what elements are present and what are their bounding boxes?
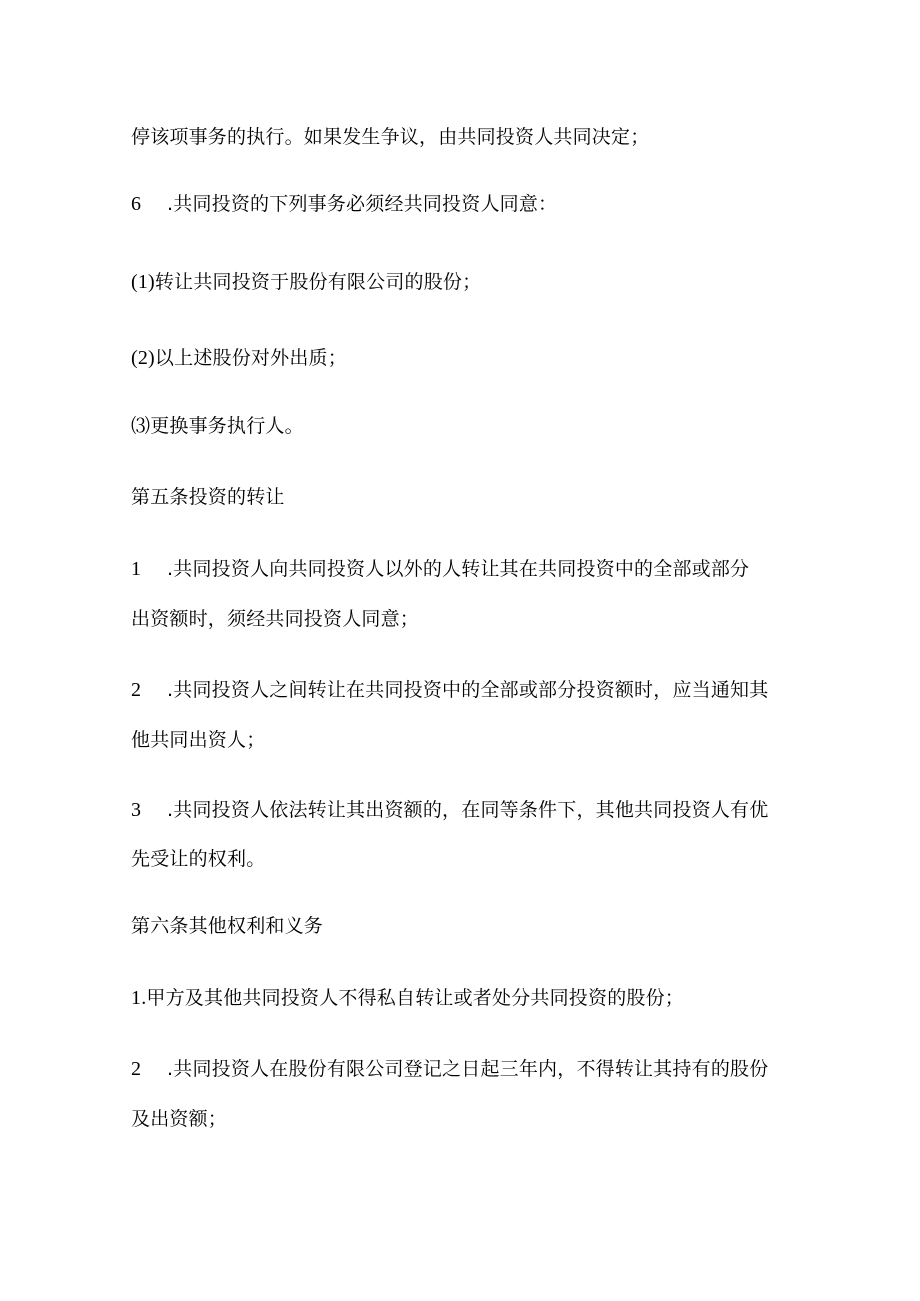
sub-item-3: ⑶更换事务执行人。	[131, 415, 304, 437]
paragraph-line: 及出资额；	[131, 1108, 228, 1130]
section-heading-5: 第五条投资的转让	[131, 486, 285, 508]
sub-item-2: (2)以上述股份对外出质；	[131, 347, 347, 369]
list-item-6: 6 .共同投资的下列事务必须经共同投资人同意：	[131, 193, 558, 215]
list-item-2b: 2 .共同投资人在股份有限公司登记之日起三年内，不得转让其持有的股份	[131, 1058, 769, 1080]
list-item-1: 1 .共同投资人向共同投资人以外的人转让其在共同投资中的全部或部分	[131, 558, 750, 580]
paragraph-line: 停该项事务的执行。如果发生争议，由共同投资人共同决定；	[131, 126, 650, 148]
item-number: 2	[131, 679, 142, 701]
paragraph-line: 先受让的权利。	[131, 848, 266, 870]
section-heading-6: 第六条其他权利和义务	[131, 915, 324, 937]
item-number: 6	[131, 193, 142, 215]
paragraph-line: 出资额时，须经共同投资人同意；	[131, 608, 420, 630]
list-item-1b: 1.甲方及其他共同投资人不得私自转让或者处分共同投资的股份；	[131, 987, 685, 1009]
paragraph-line: 他共同出资人；	[131, 729, 266, 751]
item-number: 2	[131, 1058, 142, 1080]
list-item-2: 2 .共同投资人之间转让在共同投资中的全部或部分投资额时，应当通知其	[131, 679, 769, 701]
item-number: 1	[131, 558, 142, 580]
item-number: 3	[131, 799, 142, 821]
list-item-3: 3 .共同投资人依法转让其出资额的，在同等条件下，其他共同投资人有优	[131, 799, 769, 821]
sub-item-1: (1)转让共同投资于股份有限公司的股份；	[131, 271, 482, 293]
